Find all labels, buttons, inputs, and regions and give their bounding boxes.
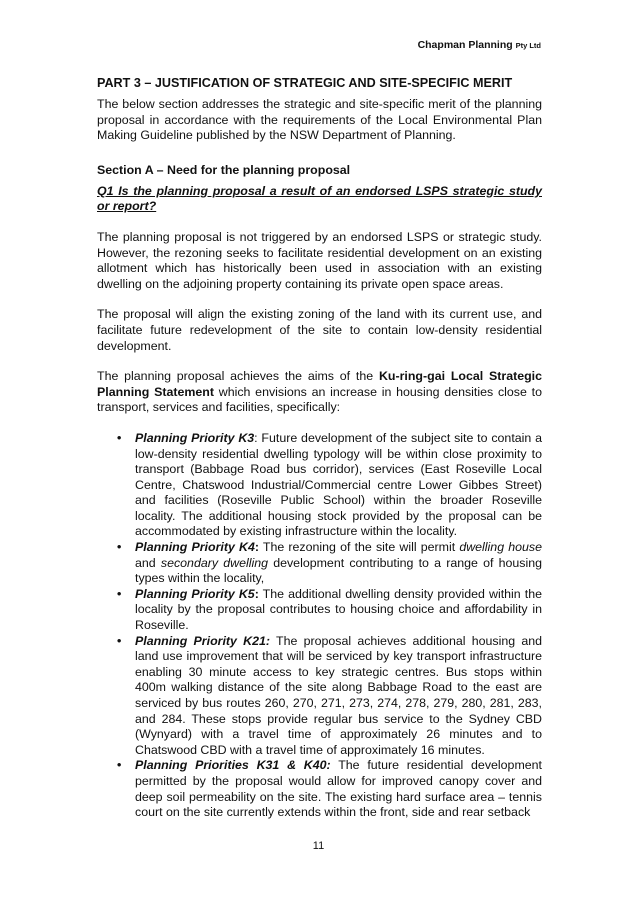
list-item — [97, 587, 542, 634]
list-item — [97, 431, 542, 540]
priority-italic: secondary dwelling — [160, 555, 269, 570]
aims-text: which envisions an increase in housing densities close to transport, services and facilities, specifically: — [97, 384, 542, 415]
priority-text: The future residential development permitted by the proposal would allow for improved canopy cover and deep soil permeability on the site. The existing hard surface area – tennis court on the site currently extends within the front, side and rear setback — [135, 758, 542, 820]
lsps-title: Ku-ring-gai Local Strategic Planning Statement — [97, 369, 543, 399]
priority-text: development contributing to a range of housing types within the locality, — [135, 555, 542, 586]
section-heading: Section A – Need for the planning proposal — [97, 162, 351, 177]
bullet-icon: • — [117, 430, 122, 445]
priority-text: The proposal achieves additional housing and land use improvement that will be serviced by key transport infrastructure enabling 30 minute access to key strategic centres. Bus stops within 400m walking distance of the site along Babbage Road to the east are serviced by bus routes 260, 270, 271, 273, 274, 278, 279, 280, 281, 283, and 284. These stops provide regular bus service to the Sydney CBD (Wynyard) with a travel time of approximately 26 minutes and to Chatswood CBD with a travel time of approximately 16 minutes. — [135, 633, 543, 757]
company-name: Chapman Planning — [417, 39, 513, 51]
priority-italic: dwelling house — [459, 540, 542, 555]
list-item — [97, 634, 542, 759]
priority-name: Planning Priorities K31 & K40: — [135, 758, 331, 773]
list-item — [97, 758, 542, 820]
priority-name: Planning Priority K4 — [135, 540, 255, 555]
priority-text: and — [135, 555, 161, 570]
priority-text: : Future development of the subject site to contain a low-density residential dwelling typology will be within close proximity to transport (Babbage Road bus corridor), services (East Roseville Local Centre, Chatswood Industrial/Commercial centre Lower Gibbes Street) and facilities (Roseville Public School) within the broader Roseville locality. The additional housing stock provided by the proposal can be accommodated by existing infrastructure within the locality. — [135, 430, 542, 539]
priority-list — [97, 431, 542, 821]
intro-paragraph: The below section addresses the strategic and site-specific merit of the planning proposal in accordance with the requirements of the Local Environmental Plan Making Guideline published by the NSW Department of Planning. — [97, 97, 542, 143]
question-heading: Q1 Is the planning proposal a result of an endorsed LSPS strategic study or report? — [97, 183, 542, 214]
priority-name: Planning Priority K5 — [135, 586, 255, 601]
bullet-icon: • — [117, 540, 122, 555]
priority-name: Planning Priority K21: — [135, 633, 270, 648]
list-item — [97, 540, 542, 587]
body-paragraph: The proposal will align the existing zoning of the land with its current use, and facilitate future redevelopment of the site to contain low-density residential development. — [97, 307, 542, 353]
aims-text: The planning proposal achieves the aims of the — [97, 369, 379, 384]
priority-colon: : — [254, 586, 259, 601]
priority-text: The additional dwelling density provided within the locality by the proposal contributes to housing choice and affordability in Roseville. — [135, 586, 542, 633]
priority-name: Planning Priority K3 — [135, 430, 255, 445]
page-header — [418, 39, 541, 51]
body-paragraph: The planning proposal is not triggered by an endorsed LSPS or strategic study. However, the rezoning seeks to facilitate residential development on an existing allotment which has historically been used in association with an existing dwelling on the adjoining property containing its private open space areas. — [97, 229, 542, 291]
bullet-icon: • — [117, 586, 122, 601]
company-suffix: Pty Ltd — [515, 41, 541, 50]
priority-colon: : — [254, 540, 259, 555]
page-content — [97, 76, 542, 821]
bullet-icon: • — [117, 758, 122, 773]
part-heading: PART 3 – JUSTIFICATION OF STRATEGIC AND SITE-SPECIFIC MERIT — [97, 76, 513, 90]
priority-text: The rezoning of the site will permit — [258, 540, 460, 555]
page-number: 11 — [312, 840, 325, 852]
aims-paragraph — [97, 369, 542, 416]
bullet-icon: • — [117, 633, 122, 648]
